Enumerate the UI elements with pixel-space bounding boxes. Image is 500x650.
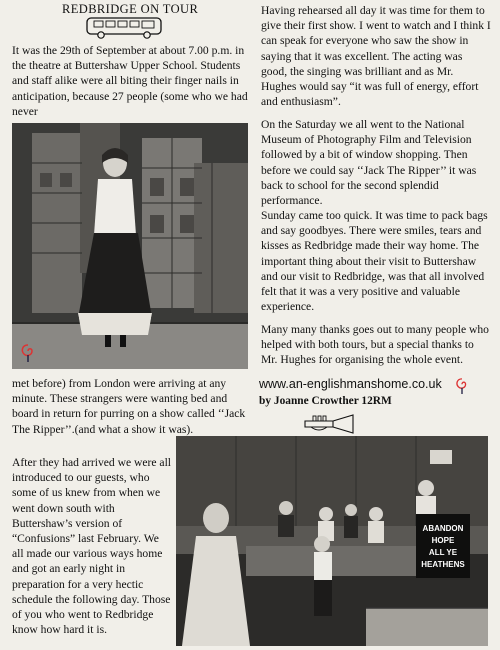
sign-line-1: ABANDON (422, 524, 464, 533)
byline: by Joanne Crowther 12RM (259, 395, 392, 407)
continuation-paragraph: met before) from London were arriving at any minute. These strangers were wanting bed and board in return for purring on a show called ‘‘Jack The Ripper’’.(and what a show it was). (12, 377, 246, 436)
swirl-emblem-icon (454, 376, 470, 401)
first-show-paragraph: Having rehearsed all day it was time for them to give their first show. I went to watch and I think I can speak for everyone who saw the show in saying that it was excellent. The acting was good, the singing was brilliant and as Mr. Hughes would say “it was full of energy, effort and enthusiasm”. (261, 4, 491, 109)
thanks-paragraph: Many many thanks goes out to many people who helped with both tours, but a special thanks to Mr. Hughes for organising the whole event. (261, 323, 489, 367)
swirl-emblem-icon (19, 343, 37, 368)
sign-line-4: HEATHENS (421, 560, 465, 569)
website-link[interactable]: www.an-englishmanshome.co.uk (259, 377, 442, 391)
stage-photo-performer (12, 123, 248, 369)
stage-photo-group (176, 436, 488, 646)
arrival-paragraph: After they had arrived we were all introduced to our guests, who some of us knew from when we went down south with Buttershaw’s version of “Confusions” last February. We all made our various ways home and got an early night in preparation for a very hectic schedule the following day. Those of you who went to Redbridge know how hard it is. (12, 456, 172, 637)
sign-line-3: ALL YE (428, 548, 458, 557)
saturday-paragraph: On the Saturday we all went to the National Museum of Photography Film and Television followed by a bit of window shopping. Then before we could say ‘‘Jack The Ripper’’ it was back to school for the second splendid performance. (261, 118, 477, 208)
sunday-paragraph: Sunday came too quick. It was time to pack bags and say goodbyes. There were smiles, tears and kisses as Redbridge made their way home. The important thing about their visit to Buttershaw and our visit to Redbridge, was that all involved felt that it was a very positive and valuable experience. (261, 209, 488, 314)
intro-paragraph: It was the 29th of September at about 7.00 p.m. in the theatre at Buttershaw Upper School. Students and staff alike were all biting their finger nails in anticipation, because 27 people (some who we had never (12, 44, 248, 118)
article-title: REDBRIDGE ON TOUR (62, 2, 199, 16)
sign-line-2: HOPE (431, 536, 455, 545)
